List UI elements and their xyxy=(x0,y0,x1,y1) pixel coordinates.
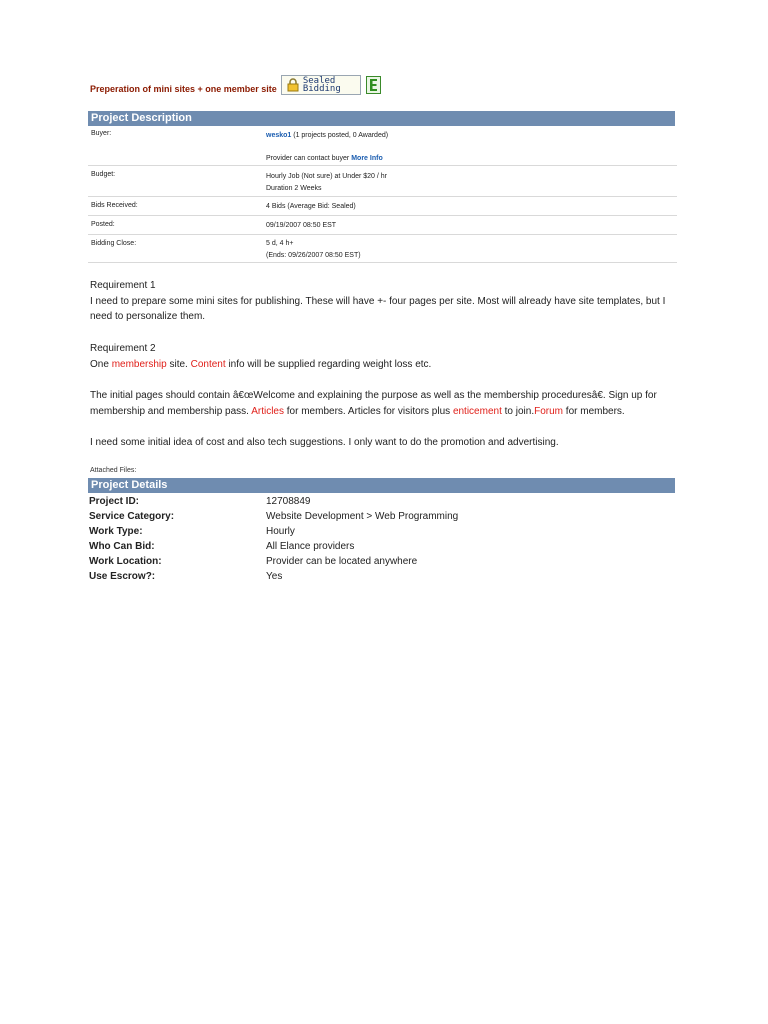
project-details-header: Project Details xyxy=(88,478,675,493)
lock-icon xyxy=(287,78,299,92)
bidding-close-row xyxy=(88,235,677,263)
budget-value xyxy=(266,171,387,195)
detail-row xyxy=(88,554,675,569)
sealed-bidding-label xyxy=(303,77,341,93)
budget-line1: Hourly Job (Not sure) at Under $20 / hr xyxy=(266,173,387,180)
title-row xyxy=(90,74,381,96)
posted-label: Posted: xyxy=(91,221,115,228)
enticement-keyword-link[interactable]: enticement xyxy=(452,405,502,417)
initial-pages-paragraph xyxy=(90,388,680,419)
bidding-close-label: Bidding Close: xyxy=(91,240,137,247)
project-id-label: Project ID: xyxy=(89,496,140,507)
buyer-row xyxy=(88,128,677,166)
use-escrow-value: Yes xyxy=(266,571,283,583)
requirement1-text: I need to prepare some mini sites for publishing. These will have +- four pages per site. Most will already have site templates, but I need to personalize them. xyxy=(90,295,666,323)
who-can-bid-label: Who Can Bid: xyxy=(89,541,155,553)
bidding-close-line1: 5 d, 4 h+ xyxy=(266,240,294,247)
detail-row xyxy=(88,509,675,524)
attached-files-label: Attached Files: xyxy=(90,467,137,474)
service-category-value: Website Development > Web Programming xyxy=(266,511,459,523)
bids-row xyxy=(88,197,677,216)
membership-keyword-link[interactable]: membership xyxy=(111,358,167,370)
buyer-label: Buyer: xyxy=(91,130,112,137)
buyer-stats: (1 projects posted, 0 Awarded) xyxy=(293,132,389,139)
req2-site: site. xyxy=(169,358,188,370)
initial-pages-text-3: to join. xyxy=(504,405,535,417)
detail-row xyxy=(88,569,675,584)
detail-row xyxy=(88,524,675,539)
posted-value: 09/19/2007 08:50 EST xyxy=(266,222,337,229)
project-details-table xyxy=(88,494,675,585)
project-description-table xyxy=(88,128,677,263)
requirement2-text xyxy=(90,357,680,373)
contact-buyer-text: Provider can contact buyer xyxy=(266,155,350,162)
service-category-label: Service Category: xyxy=(89,511,175,523)
work-location-value: Provider can be located anywhere xyxy=(266,556,418,568)
posted-row xyxy=(88,216,677,235)
content-keyword-link[interactable]: Content xyxy=(190,358,226,370)
bidding-close-value xyxy=(266,238,361,262)
sealed-label-line1: Sealed xyxy=(302,76,336,86)
bids-label: Bids Received: xyxy=(91,202,138,209)
sealed-label-line2: Bidding xyxy=(302,84,341,94)
final-paragraph: I need some initial idea of cost and also tech suggestions. I only want to do the promotion and advertising. xyxy=(90,436,559,448)
req2-rest: info will be supplied regarding weight loss etc. xyxy=(228,358,432,370)
project-id-value: 12708849 xyxy=(266,496,311,507)
project-description-header: Project Description xyxy=(88,111,675,126)
detail-row xyxy=(88,539,675,554)
work-location-label: Work Location: xyxy=(89,556,162,568)
initial-pages-text-4: for members. xyxy=(565,405,625,417)
budget-row xyxy=(88,166,677,197)
detail-row xyxy=(88,494,675,509)
sealed-bidding-badge[interactable] xyxy=(281,75,361,95)
articles-keyword-link[interactable]: Articles xyxy=(251,405,284,417)
initial-pages-text-1: The initial pages should contain â€œWelcome and explaining the purpose as well as the membership proceduresâ€. Sign up for membership and membership pass. xyxy=(90,389,657,417)
req2-one: One xyxy=(90,358,109,370)
requirement2-title: Requirement 2 xyxy=(90,342,156,354)
requirement1-title: Requirement 1 xyxy=(90,280,156,291)
work-type-value: Hourly xyxy=(266,526,295,538)
project-title: Preperation of mini sites + one member site xyxy=(90,84,277,94)
buyer-value xyxy=(266,130,388,165)
initial-pages-text-2: for members. Articles for visitors plus xyxy=(286,405,451,417)
use-escrow-label: Use Escrow?: xyxy=(89,571,156,583)
bids-value: 4 Bids (Average Bid: Sealed) xyxy=(266,203,356,210)
buyer-name-link[interactable]: wesko1 xyxy=(266,132,292,139)
work-type-label: Work Type: xyxy=(89,526,143,538)
budget-line2: Duration 2 Weeks xyxy=(266,185,322,192)
excel-export-icon[interactable] xyxy=(366,76,381,94)
more-info-link[interactable]: More Info xyxy=(351,155,383,162)
budget-label: Budget: xyxy=(91,171,116,178)
bidding-close-line2: (Ends: 09/26/2007 08:50 EST) xyxy=(266,252,361,259)
who-can-bid-value: All Elance providers xyxy=(266,541,355,553)
forum-keyword-link[interactable]: Forum xyxy=(534,405,564,417)
project-body-text xyxy=(90,278,680,451)
